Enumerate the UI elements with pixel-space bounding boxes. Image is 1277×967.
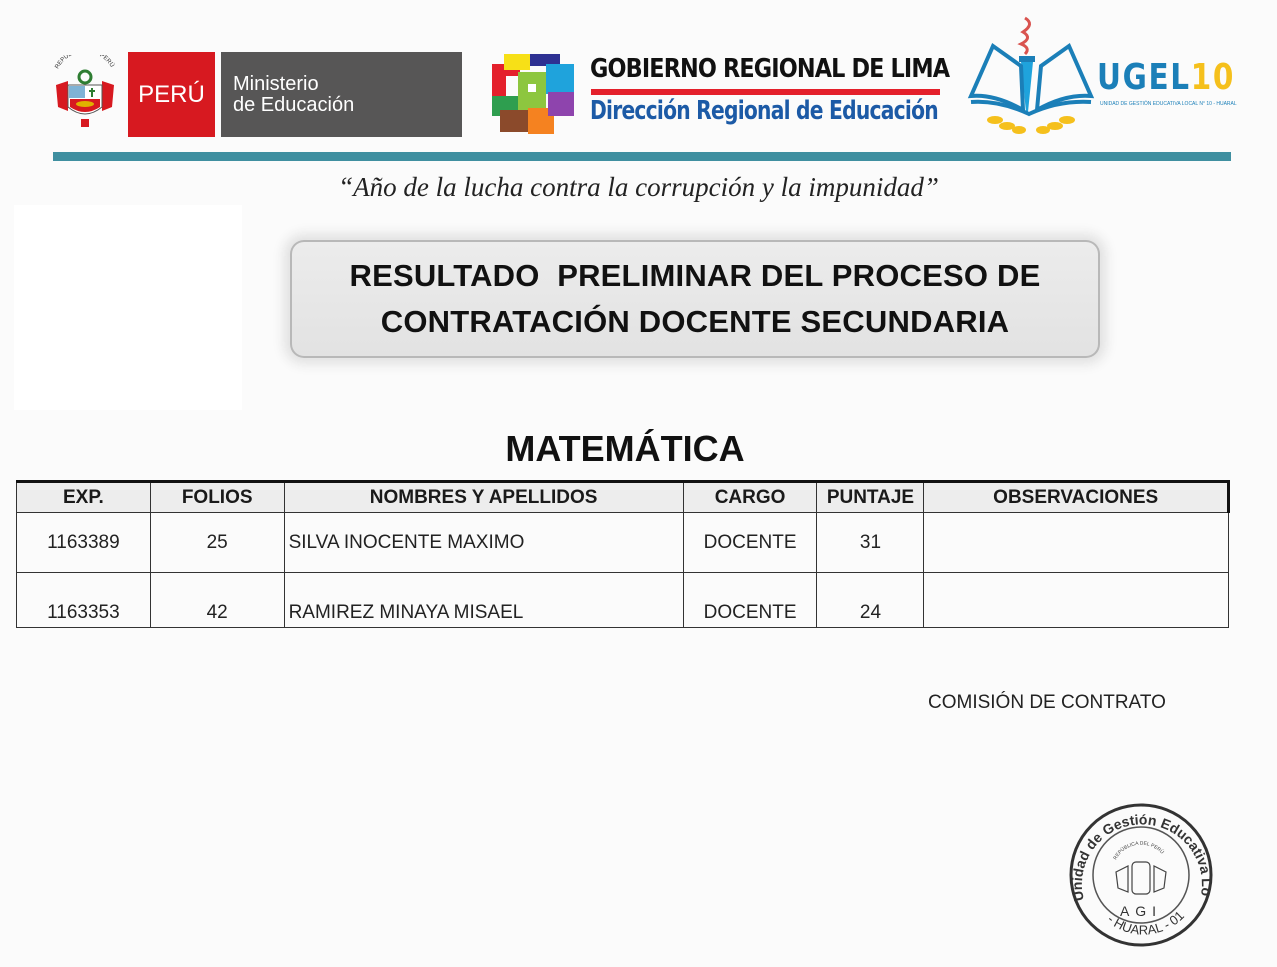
cell-name: RAMIREZ MINAYA MISAEL [284, 573, 683, 628]
svg-text:Unidad de Gestión Educativa Lo: Unidad de Gestión Educativa Lo [1068, 811, 1216, 903]
cell-cargo: DOCENTE [683, 573, 817, 628]
header-observaciones: OBSERVACIONES [924, 482, 1229, 513]
header-folios: FOLIOS [150, 482, 284, 513]
ugel-seal-stamp [1066, 800, 1216, 950]
cell-name: SILVA INOCENTE MAXIMO [284, 513, 683, 573]
ministry-logo [221, 52, 462, 137]
cell-exp: 1163353 [17, 573, 151, 628]
ugel-wordmark [1097, 57, 1236, 98]
cell-puntaje: 31 [817, 513, 924, 573]
cell-folios: 42 [150, 573, 284, 628]
cell-observaciones [924, 513, 1229, 573]
ugel-prefix: UGEL [1097, 57, 1191, 98]
cell-puntaje: 24 [817, 573, 924, 628]
header-divider [53, 152, 1231, 161]
cell-cargo: DOCENTE [683, 513, 817, 573]
document-title-box [290, 240, 1100, 358]
ugel-number: 10 [1190, 57, 1236, 98]
blank-area [14, 205, 242, 410]
table-row [17, 513, 1229, 573]
ministry-line2: de Educación [233, 93, 355, 116]
header-nombres: NOMBRES Y APELLIDOS [284, 482, 683, 513]
gobierno-regional-divider [591, 89, 940, 95]
year-motto: “Año de la lucha contra la corrupción y la impunidad” [338, 172, 939, 202]
svg-text:- HUARAL - 01: - HUARAL - 01 [1104, 907, 1187, 938]
svg-text:REPÚBLICA DEL PERÚ: REPÚ PERÚ [54, 55, 115, 70]
header-exp: EXP. [17, 482, 151, 513]
peru-brand-label: PERÚ [128, 52, 215, 137]
results-table [16, 480, 1230, 628]
svg-text:AGI: AGI [1119, 903, 1163, 919]
cell-exp: 1163389 [17, 513, 151, 573]
peru-coat-of-arms-logo [52, 55, 118, 133]
header-puntaje: PUNTAJE [817, 482, 924, 513]
commission-signature: COMISIÓN DE CONTRATO [928, 692, 1166, 713]
ugel-subtitle: UNIDAD DE GESTIÓN EDUCATIVA LOCAL N° 10 - HUARAL [1100, 101, 1237, 107]
gobierno-regional-logo [490, 52, 576, 136]
table-row [17, 573, 1229, 628]
table-header-row [17, 482, 1229, 513]
ugel-book-torch-logo [965, 10, 1097, 140]
cell-observaciones [924, 573, 1229, 628]
cell-folios: 25 [150, 513, 284, 573]
gobierno-regional-title: GOBIERNO REGIONAL DE LIMA [590, 54, 950, 84]
document-title-line2: CONTRATACIÓN DOCENTE SECUNDARIA [380, 304, 1010, 339]
subject-heading: MATEMÁTICA [505, 428, 745, 469]
direccion-regional-subtitle: Dirección Regional de Educación [590, 96, 938, 126]
svg-text:REPÚBLICA DEL PERÚ: REPÚBLICA DEL PERÚ [1112, 840, 1165, 862]
ministry-line1: Ministerio [233, 72, 319, 95]
header-cargo: CARGO [683, 482, 817, 513]
document-title-line1: RESULTADO PRELIMINAR DEL PROCESO DE [349, 258, 1041, 293]
